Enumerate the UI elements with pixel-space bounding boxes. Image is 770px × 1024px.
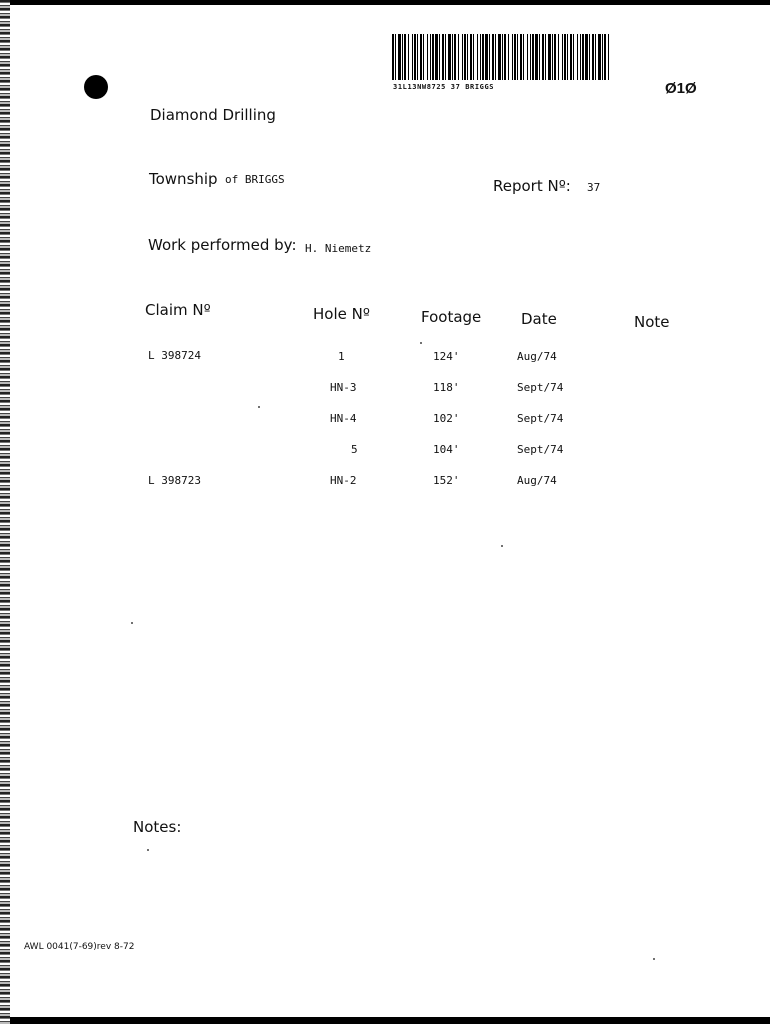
form-title: Diamond Drilling xyxy=(150,106,276,124)
table-cell-hole: HN-2 xyxy=(330,474,357,487)
table-cell-hole: 5 xyxy=(351,443,358,456)
work-performed-value: H. Niemetz xyxy=(305,242,372,255)
table-cell-footage: 102' xyxy=(433,412,460,425)
report-value: 37 xyxy=(587,181,601,194)
table-cell-hole: 1 xyxy=(338,350,345,363)
scan-top-border xyxy=(0,0,770,5)
barcode-text: 31L13NW8725 37 BRIGGS xyxy=(393,83,495,91)
table-cell-date: Sept/74 xyxy=(517,381,564,394)
column-header-note: Note xyxy=(634,313,670,331)
column-header-date: Date xyxy=(521,310,557,328)
barcode-icon xyxy=(392,34,610,80)
table-cell-footage: 124' xyxy=(433,350,460,363)
column-header-hole: Hole Nº xyxy=(313,305,370,323)
township-value: of BRIGGS xyxy=(225,173,285,186)
table-cell-date: Aug/74 xyxy=(517,350,557,363)
table-cell-footage: 152' xyxy=(433,474,460,487)
table-cell-hole: HN-4 xyxy=(330,412,357,425)
scan-speck xyxy=(420,342,422,344)
table-cell-date: Sept/74 xyxy=(517,412,564,425)
table-cell-date: Aug/74 xyxy=(517,474,557,487)
table-cell-claim: L 398724 xyxy=(148,349,201,362)
notes-label: Notes: xyxy=(133,818,182,836)
punch-hole xyxy=(84,75,108,99)
scan-bottom-border xyxy=(0,1017,770,1024)
column-header-footage: Footage xyxy=(421,308,482,326)
column-header-claim: Claim Nº xyxy=(145,301,211,319)
scan-speck xyxy=(653,958,655,960)
table-cell-footage: 104' xyxy=(433,443,460,456)
township-label: Township xyxy=(149,170,218,188)
table-cell-date: Sept/74 xyxy=(517,443,564,456)
table-cell-footage: 118' xyxy=(433,381,460,394)
table-cell-claim: L 398723 xyxy=(148,474,201,487)
scan-speck xyxy=(131,622,133,624)
table-cell-hole: HN-3 xyxy=(330,381,357,394)
scan-speck xyxy=(147,849,149,851)
scan-left-edge xyxy=(0,0,10,1024)
report-label: Report Nº: xyxy=(493,177,571,195)
scan-speck xyxy=(258,406,260,408)
form-code: AWL 0041(7-69)rev 8-72 xyxy=(24,942,135,952)
page-code: Ø1Ø xyxy=(665,80,697,97)
scan-speck xyxy=(501,545,503,547)
work-performed-label: Work performed by: xyxy=(148,236,297,254)
